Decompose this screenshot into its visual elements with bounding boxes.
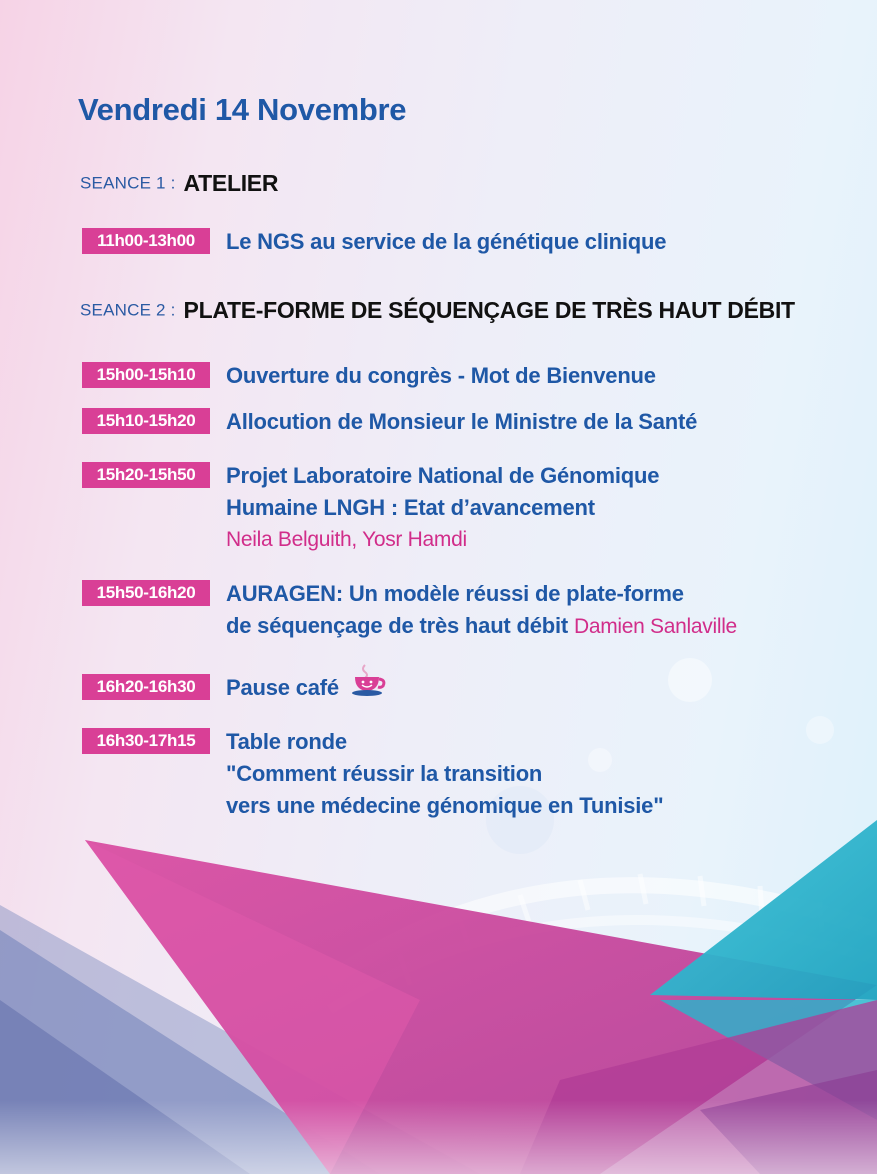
- item-title: Allocution de Monsieur le Ministre de la Santé: [226, 409, 698, 434]
- time-badge: 15h10-15h20: [82, 408, 210, 434]
- item-text: [226, 406, 846, 438]
- time-badge: 15h50-16h20: [82, 580, 210, 606]
- item-text: [226, 578, 846, 643]
- item-title-line-1: AURAGEN: Un modèle réussi de plate-forme: [226, 581, 684, 606]
- item-title-line-1: Table ronde: [226, 729, 347, 754]
- session-title: PLATE-FORME DE SÉQUENÇAGE DE TRÈS HAUT DÉBIT: [183, 297, 795, 323]
- session-label: SEANCE 2 :: [80, 300, 176, 320]
- day-title: Vendredi 14 Novembre: [78, 92, 407, 127]
- item-text: [226, 360, 846, 392]
- item-title-line-2: "Comment réussir la transition: [226, 761, 543, 786]
- item-title-line-3: vers une médecine génomique en Tunisie": [226, 793, 664, 818]
- session-title: ATELIER: [183, 170, 279, 196]
- item-title: Ouverture du congrès - Mot de Bienvenue: [226, 363, 656, 388]
- session-2-header: [80, 297, 795, 324]
- time-badge: 16h20-16h30: [82, 674, 210, 700]
- time-badge: 15h20-15h50: [82, 462, 210, 488]
- coffee-cup-icon: [349, 663, 389, 706]
- speaker-names: Damien Sanlaville: [573, 615, 737, 638]
- item-title-line-2: Humaine LNGH : Etat d’avancement: [226, 495, 595, 520]
- session-label: SEANCE 1 :: [80, 173, 176, 193]
- item-text: [226, 460, 846, 558]
- item-title-line-1: Projet Laboratoire National de Génomique: [226, 463, 660, 488]
- speaker-names: Neila Belguith, Yosr Hamdi: [226, 528, 467, 551]
- session-1-header: [80, 170, 278, 197]
- item-text: [226, 672, 846, 706]
- item-title: Le NGS au service de la génétique clinique: [226, 229, 667, 254]
- time-badge: 16h30-17h15: [82, 728, 210, 754]
- time-badge: 11h00-13h00: [82, 228, 210, 254]
- item-title: Pause café: [226, 675, 339, 700]
- item-title-line-2: de séquençage de très haut débit: [226, 613, 569, 638]
- item-text: [226, 226, 846, 258]
- time-badge: 15h00-15h10: [82, 362, 210, 388]
- item-text: [226, 726, 846, 822]
